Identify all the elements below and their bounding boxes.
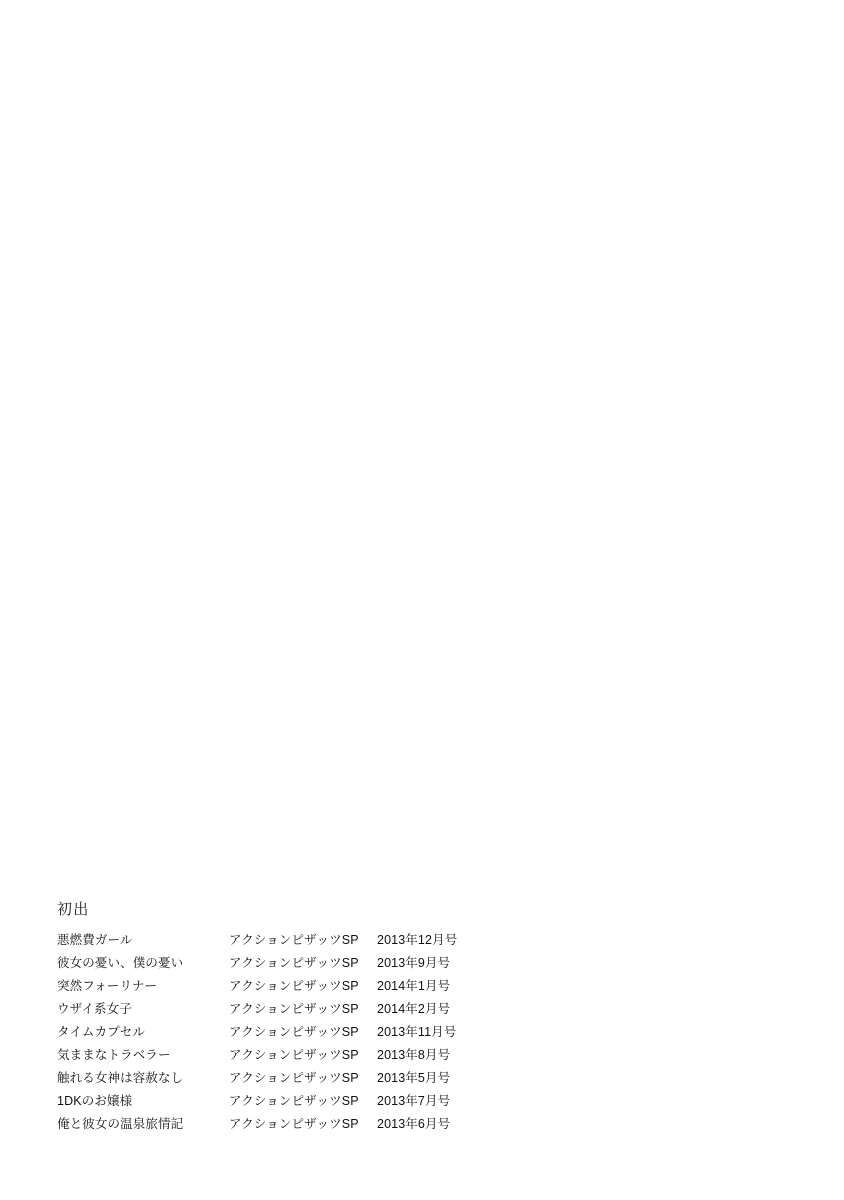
work-title: タイムカプセル: [57, 1025, 146, 1039]
issue-date: 2013年8月号: [377, 1048, 451, 1062]
magazine-name: アクションピザッツSP: [229, 1117, 359, 1131]
issue-date: 2014年2月号: [377, 1002, 451, 1016]
table-row: [57, 1002, 457, 1025]
work-title: 触れる女神は容赦なし: [57, 1071, 184, 1085]
table-row: [57, 1117, 457, 1140]
work-title: 気ままなトラベラー: [57, 1048, 171, 1062]
table-row: [57, 1025, 457, 1048]
table-row: [57, 1094, 457, 1117]
issue-date: 2013年9月号: [377, 956, 451, 970]
magazine-name: アクションピザッツSP: [229, 979, 359, 993]
work-title: 突然フォーリナー: [57, 979, 158, 993]
table-row: [57, 956, 457, 979]
magazine-name: アクションピザッツSP: [229, 956, 359, 970]
issue-date: 2013年6月号: [377, 1117, 451, 1131]
work-title: 俺と彼女の温泉旅情記: [57, 1117, 184, 1131]
table-row: [57, 933, 457, 956]
table-row: [57, 1048, 457, 1071]
table-row: [57, 1071, 457, 1094]
magazine-name: アクションピザッツSP: [229, 1071, 359, 1085]
issue-date: 2013年7月号: [377, 1094, 451, 1108]
work-title: 彼女の憂い、僕の憂い: [57, 956, 184, 970]
magazine-name: アクションピザッツSP: [229, 933, 359, 947]
table-row: [57, 979, 457, 1002]
table-body: [57, 933, 457, 1140]
first-publication-section: [57, 900, 577, 1140]
work-title: ウザイ系女子: [57, 1002, 132, 1016]
magazine-name: アクションピザッツSP: [229, 1002, 359, 1016]
issue-date: 2013年12月号: [377, 933, 458, 947]
magazine-name: アクションピザッツSP: [229, 1094, 359, 1108]
issue-date: 2013年5月号: [377, 1071, 451, 1085]
work-title: 1DKのお嬢様: [57, 1094, 133, 1108]
magazine-name: アクションピザッツSP: [229, 1025, 359, 1039]
issue-date: 2014年1月号: [377, 979, 451, 993]
section-heading: 初出: [57, 901, 90, 918]
magazine-name: アクションピザッツSP: [229, 1048, 359, 1062]
work-title: 悪燃費ガール: [57, 933, 133, 947]
first-publication-table: [57, 933, 457, 1140]
issue-date: 2013年11月号: [377, 1025, 457, 1039]
